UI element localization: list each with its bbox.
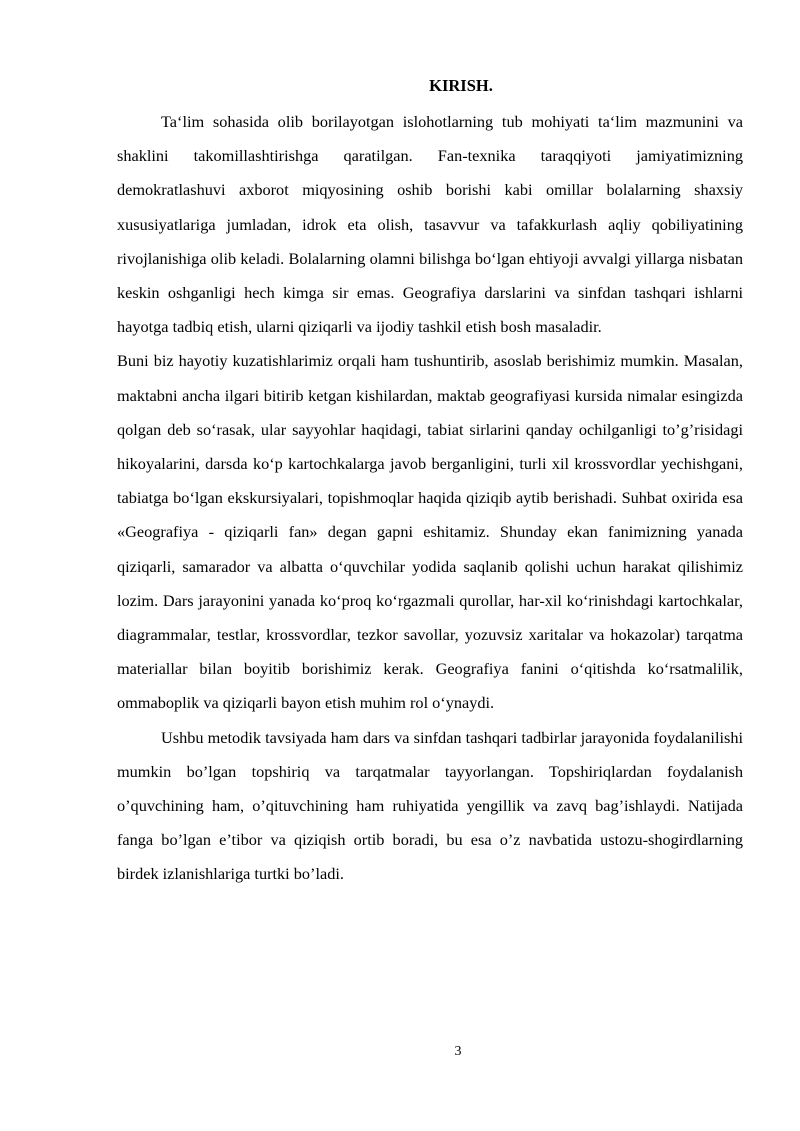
section-title: KIRISH. bbox=[429, 76, 493, 95]
page-content bbox=[117, 74, 743, 892]
page-number: 3 bbox=[454, 1044, 462, 1059]
paragraph-1: Ta‘lim sohasida olib borilayotgan islohotlarning tub mohiyati ta‘lim mazmunini va shaklini takomillashtirishga qaratilgan. Fan-texnika taraqqiyoti jamiyatimizning demokratlashuvi axborot miqyosining oshib borishi kabi omillar bolalarning shaxsiy xususiyatlariga jumladan, idrok eta olish, tasavvur va tafakkurlash aqliy qobiliyatining rivojlanishiga olib keladi. Bolalarning olamni bilishga bo‘lgan ehtiyoji avvalgi yillarga nisbatan keskin oshganligi hech kimga sir emas. Geografiya darslarini va sinfdan tashqari ishlarni hayotga tadbiq etish, ularni qiziqarli va ijodiy tashkil etish bosh masaladir. bbox=[117, 112, 743, 337]
paragraph-2: Buni biz hayotiy kuzatishlarimiz orqali ham tushuntirib, asoslab berishimiz mumkin. Masalan, maktabni ancha ilgari bitirib ketgan kishilardan, maktab geografiyasi kursida nimalar esingizda qolgan deb so‘rasak, ular sayyohlar haqidagi, tabiat sirlarini qanday ochilganligi to’g’risidagi hikoyalarini, darsda ko‘p kartochkalarga javob berganligini, turli xil krossvordlar yechishgani, tabiatga bo‘lgan ekskursiyalari, topishmoqlar haqida qiziqib aytib berishadi. Suhbat oxirida esa «Geografiya - qiziqarli fan» degan gapni eshitamiz. Shunday ekan fanimizning yanada qiziqarli, samarador va albatta o‘quvchilar yodida saqlanib qolishi uchun harakat qilishimiz lozim. Dars jarayonini yanada ko‘proq ko‘rgazmali qurollar, har-xil ko‘rinishdagi kartochkalar, diagrammalar, testlar, krossvordlar, tezkor savollar, yozuvsiz xaritalar va hokazolar) tarqatma materiallar bilan boyitib borishimiz kerak. Geografiya fanini o‘qitishda ko‘rsatmalilik, ommaboplik va qiziqarli bayon etish muhim rol o‘ynaydi. bbox=[117, 351, 743, 713]
paragraph-3: Ushbu metodik tavsiyada ham dars va sinfdan tashqari tadbirlar jarayonida foydalanilishi mumkin bo’lgan topshiriq va tarqatmalar tayyorlangan. Topshiriqlardan foydalanish o’quvchining ham, o’qituvchining ham ruhiyatida yengillik va zavq bag’ishlaydi. Natijada fanga bo’lgan e’tibor va qiziqish ortib boradi, bu esa o’z navbatida ustozu-shogirdlarning birdek izlanishlariga turtki bo’ladi. bbox=[117, 727, 743, 884]
